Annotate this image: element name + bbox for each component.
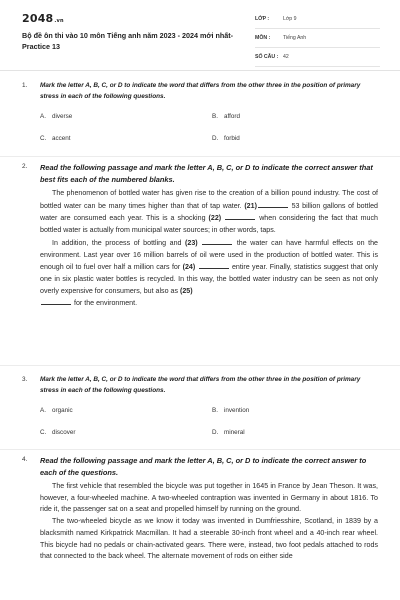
answer-blank [225,212,255,220]
question-instruction: Read the following passage and mark the letter A, B, C, or D to indicate the correct answer to each of the questions. [40,456,367,477]
option-a[interactable] [40,407,73,414]
blank-number: (24) [182,263,196,272]
reading-passage [40,481,378,563]
option-text: mineral [224,429,245,436]
question-2 [22,163,378,361]
option-text: organic [52,407,73,414]
header-divider [0,70,400,71]
meta-key: LỚP : [255,16,270,22]
document-title: Bộ đề ôn thi vào 10 môn Tiếng anh năm 2023 - 2024 mới nhất- Practice 13 [22,31,234,51]
question-divider [0,449,400,450]
option-text: diverse [52,113,73,120]
option-d[interactable] [212,135,240,142]
page-header [0,0,400,70]
option-letter: C. [40,135,47,142]
meta-row-class [255,14,380,29]
question-instruction: Read the following passage and mark the letter A, B, C, or D to indicate the correct answer that best fits each of the numbered blanks. [40,163,373,184]
blank-number: (25) [179,286,193,295]
blank-number: (23) [185,238,198,247]
document-meta [255,14,380,71]
option-b[interactable] [212,113,240,120]
option-letter: C. [40,429,47,436]
passage-text: for the environment. [73,299,138,308]
option-c[interactable] [40,429,75,436]
question-4 [22,456,378,600]
meta-value: 42 [283,54,289,60]
meta-row-subject [255,33,380,48]
option-letter: A. [40,113,46,120]
passage-paragraph [40,237,378,310]
answer-blank [199,261,229,269]
passage-paragraph: The first vehicle that resembled the bicycle was put together in 1645 in France by Jean Theson. It was, however, a four-wheeled machine. A two-wheeled contraption was invented in Germany in about 1816. To ride it, the passenger sat on a seat and propelled himself by running on the ground. [40,482,378,514]
answer-blank [202,237,232,245]
option-text: accent [52,135,71,142]
option-d[interactable] [212,429,245,436]
option-c[interactable] [40,135,71,142]
passage-text: 53 billion gallons of bottled water are consumed each year. This is a shocking [40,201,378,223]
meta-key: MÔN : [255,35,271,41]
passage-text: entire year. Finally, statistics suggest that only one in six plastic water bottles is recycled. In this way, the bottled water industry can be seen as not only overly expensive for consumers, but also as [40,263,378,295]
passage-text: when considering the fact that much bottled water is actually from municipal water sources; in other words, taps. [40,214,378,235]
passage-paragraph [40,188,378,237]
passage-text: The phenomenon of bottled water has given rise to the creation of a billion pound industry. The cost of bottled water can be many times higher than that of tap water. [40,189,378,210]
question-number: 2. [22,163,28,170]
option-text: afford [224,113,240,120]
logo-text: 2048 [22,12,54,25]
answer-blank [41,297,71,305]
meta-value: Lớp 9 [283,16,297,22]
option-text: discover [52,429,76,436]
passage-text: the water can have harmful effects on the environment. Last year over 16 million barrels of oil were used in the production of bottled water. This is enough oil to fuel over half a million cars for [40,238,378,272]
question-3 [22,376,378,446]
passage-text: In addition, the process of bottling and [52,238,182,247]
option-text: invention [224,407,250,414]
option-letter: B. [212,407,218,414]
question-1 [22,82,378,152]
passage-paragraph: The two-wheeled bicycle as we know it today was invented in Dumfriesshire, Scotland, in 1839 by a blacksmith named Kirkpatrick Macmillan. It had a steerable 30-inch front wheel and a 40-inch rear wheel. This bicycle had no pedals or chain-activated gears. There were, instead, two foot pedals attached to rods that connected to the back wheel. The alternate movement of rods on either side [40,517,378,561]
meta-row-count [255,52,380,67]
question-number: 4. [22,456,28,463]
question-number: 1. [22,82,28,89]
question-number: 3. [22,376,28,383]
option-letter: D. [212,429,219,436]
option-b[interactable] [212,407,249,414]
option-letter: A. [40,407,46,414]
logo-suffix: .vn [54,18,64,24]
option-a[interactable] [40,113,72,120]
question-instruction: Mark the letter A, B, C, or D to indicate the word that differs from the other three in the position of primary stress in each of the following questions. [40,82,361,100]
site-logo[interactable] [22,12,64,25]
meta-key: SỐ CÂU : [255,54,279,60]
meta-value: Tiếng Anh [283,35,307,41]
option-text: forbid [224,135,240,142]
option-letter: D. [212,135,219,142]
question-instruction: Mark the letter A, B, C, or D to indicate the word that differs from the other three in the position of primary stress in each of the following questions. [40,376,361,394]
blank-number: (22) [208,214,222,223]
blank-number: (21) [244,201,257,210]
option-letter: B. [212,113,218,120]
reading-passage [40,188,378,310]
question-divider [0,365,400,366]
answer-blank [258,200,288,208]
question-divider [0,156,400,157]
